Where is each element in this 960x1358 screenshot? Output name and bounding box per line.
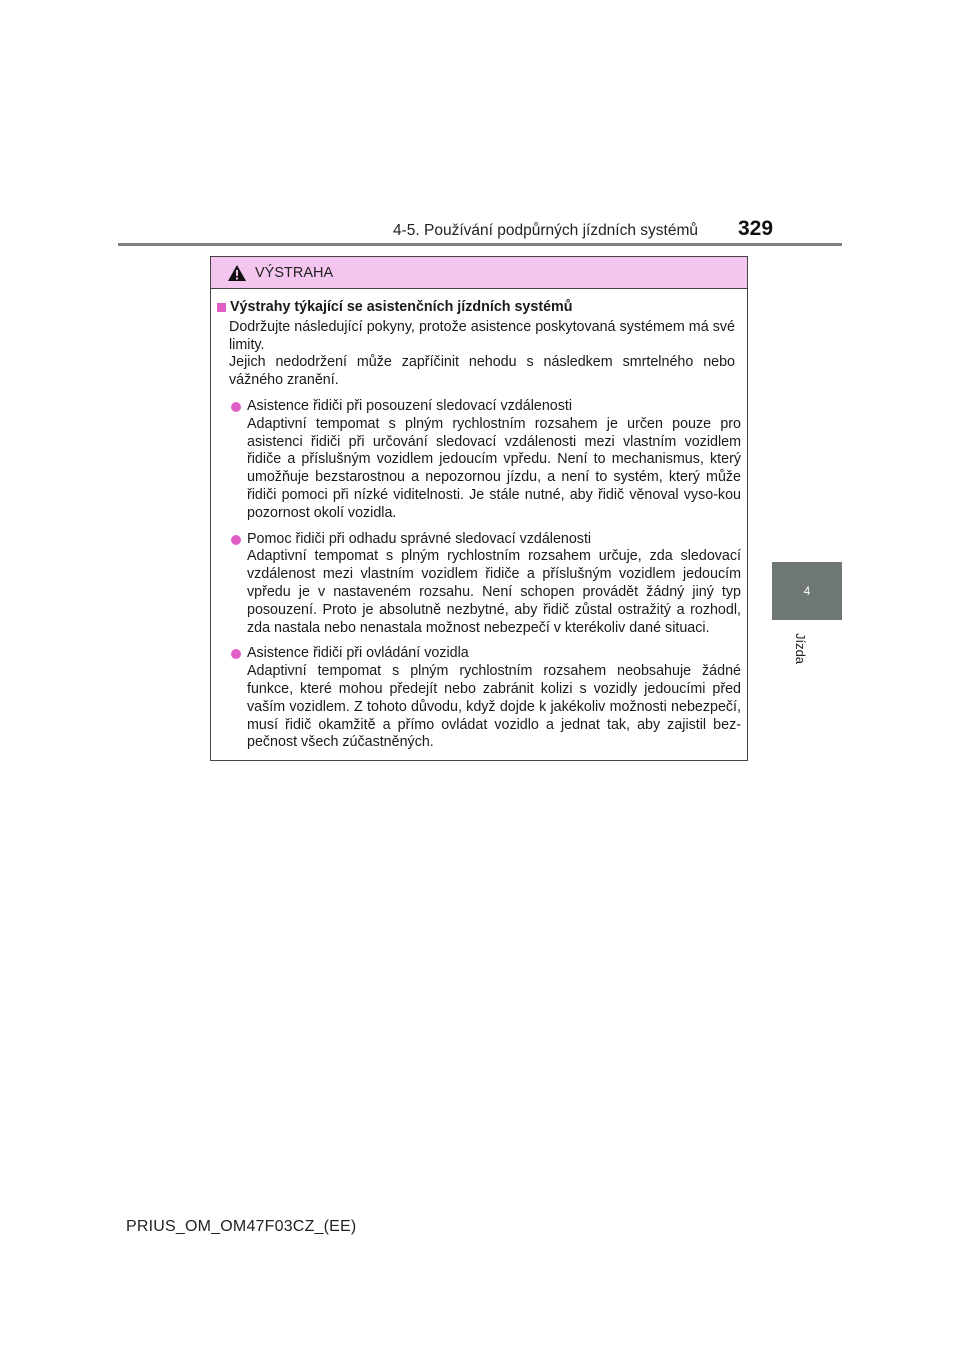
square-bullet-icon: [217, 303, 226, 312]
header-divider: [118, 243, 842, 246]
bullet-text: Adaptivní tempomat s plným rychlostním rozsahem určuje, zda sledovací vzdálenost mezi vlastním vozidlem řidiče a příslušným vozidlem jedoucím vpředu je v nastaveném rozsahu. Není schopen provádět žádný jiný typ posouzení. Proto je absolutně nezbytné, aby řidič zůstal ostražitý a rozhodl, zda nastala nebo nenastala možnost nebezpečí v kterékoliv dané situaci.: [247, 548, 741, 636]
intro-paragraph: Jejich nedodržení může zapříčinit nehodu s následkem smrtelného nebo vážného zranění.: [229, 354, 735, 389]
warning-heading: VÝSTRAHA: [255, 264, 334, 281]
circle-bullet-icon: [231, 535, 241, 545]
bullet-text: Adaptivní tempomat s plným rychlostním rozsahem neobsahuje žádné funkce, které mohou předejít nebo zabránit kolizi s vozidly jedoucími před vaším vozidlem. Z tohoto důvodu, když dojde k jakékoliv možnosti nebezpečí, musí řidič okamžitě a přímo ovládat vozidlo a jednat tak, aby zajistil bez-pečnost všech zúčastněných.: [247, 663, 741, 751]
list-item: [217, 398, 741, 523]
warning-section-heading: [217, 299, 741, 317]
document-code: PRIUS_OM_OM47F03CZ_(EE): [126, 1218, 357, 1235]
list-item: [217, 645, 741, 752]
bullet-content: [247, 398, 741, 523]
bullet-content: [247, 645, 741, 752]
chapter-label: [786, 628, 816, 668]
chapter-number: 4: [803, 584, 811, 598]
warning-intro: [217, 319, 741, 390]
chapter-tab: [772, 562, 842, 620]
bullet-title: Asistence řidiči při ovládání vozidla: [247, 645, 469, 662]
page-number: 329: [738, 217, 774, 240]
warning-header: [211, 257, 747, 289]
bullet-content: [247, 531, 741, 638]
chapter-label-text: Jízda: [793, 632, 809, 664]
circle-bullet-icon: [231, 649, 241, 659]
bullet-title: Pomoc řidiči při odhadu správné sledovací vzdálenosti: [247, 530, 592, 547]
list-item: [217, 531, 741, 638]
bullet-title: Asistence řidiči při posouzení sledovací vzdálenosti: [247, 397, 573, 414]
warning-section-title: Výstrahy týkající se asistenčních jízdních systémů: [230, 299, 573, 315]
warning-body: [211, 289, 747, 752]
intro-paragraph: Dodržujte následující pokyny, protože asistence poskytovaná systémem má své limity.: [229, 318, 735, 353]
section-title: 4-5. Používání podpůrných jízdních systémů: [393, 222, 698, 239]
circle-bullet-icon: [231, 402, 241, 412]
bullet-text: Adaptivní tempomat s plným rychlostním rozsahem je určen pouze pro asistenci řidiči při určování sledovací vzdálenosti mezi vlastním vozidlem řidiče a příslušným vozidlem jedoucím vpředu. Není to mechanismus, který umožňuje bezstarostnou a nepozornou jízdu, a není to systém, který může řidiči pomoci při nízké viditelnosti. Je stále nutné, aby řidič věnoval vyso-kou pozornost okolí vozidla.: [247, 415, 741, 521]
warning-box: [210, 256, 748, 761]
warning-triangle-icon: [227, 264, 247, 282]
